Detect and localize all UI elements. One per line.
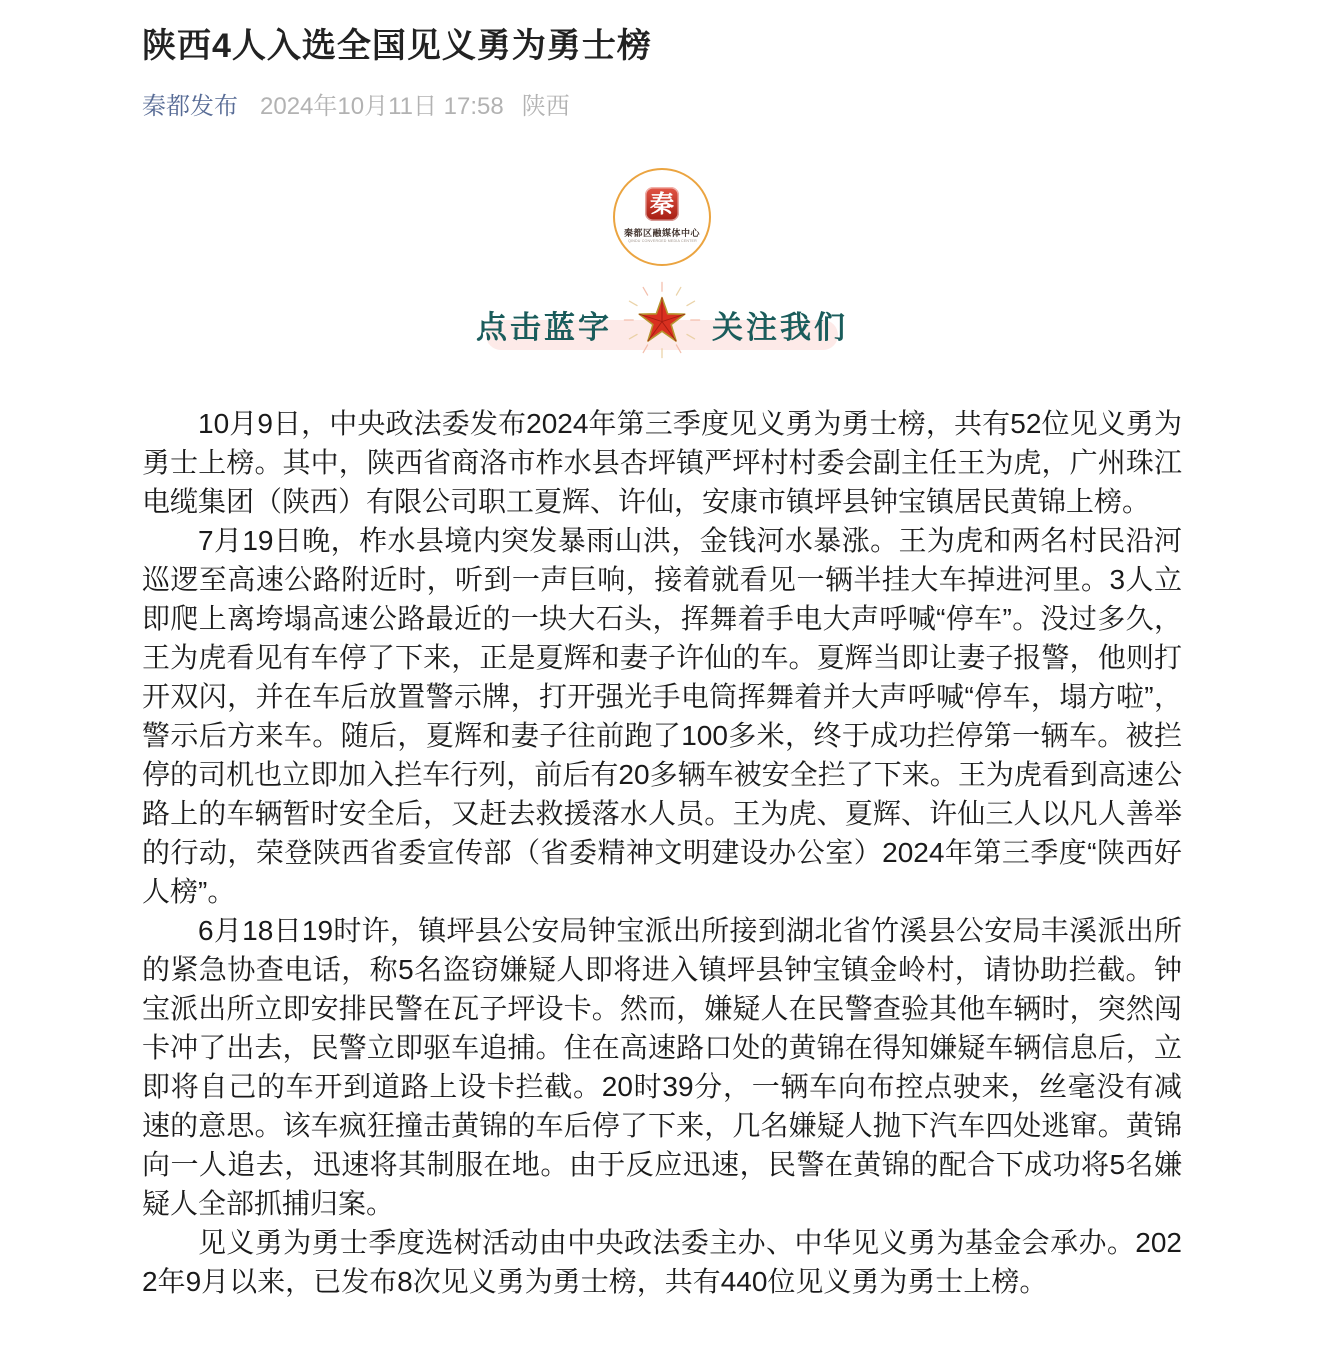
paragraph: 见义勇为勇士季度选树活动由中央政法委主办、中华见义勇为基金会承办。2022年9月以来，已发布8次见义勇为勇士榜，共有440位见义勇为勇士上榜。 — [142, 1227, 1182, 1297]
account-logo — [142, 168, 1182, 266]
red-star-burst-icon — [622, 280, 702, 360]
banner-right-label: 关注我们 — [712, 310, 848, 345]
page-title: 陕西4人入选全国见义勇为勇士榜 — [142, 27, 652, 65]
paragraph: 6月18日19时许，镇坪县公安局钟宝派出所接到湖北省竹溪县公安局丰溪派出所的紧急协查电话，称5名盗窃嫌疑人即将进入镇坪县钟宝镇金岭村，请协助拦截。钟宝派出所立即安排民警在瓦子坪设卡。然而，嫌疑人在民警查验其他车辆时，突然闯卡冲了出去，民警立即驱车追捕。住在高速路口处的黄锦在得知嫌疑车辆信息后，立即将自己的车开到道路上设卡拦截。20时39分，一辆车向布控点驶来，丝毫没有减速的意思。该车疯狂撞击黄锦的车后停了下来，几名嫌疑人抛下汽车四处逃窜。黄锦向一人追去，迅速将其制服在地。由于反应迅速，民警在黄锦的配合下成功将5名嫌疑人全部抓捕归案。 — [142, 915, 1182, 1219]
banner-left-label: 点击蓝字 — [476, 310, 612, 345]
account-logo-subtitle: QINDU CONVERGED MEDIA CENTER — [627, 238, 697, 243]
paragraph: 10月9日，中央政法委发布2024年第三季度见义勇为勇士榜，共有52位见义勇为勇士上榜。其中，陕西省商洛市柞水县杏坪镇严坪村村委会副主任王为虎，广州珠江电缆集团（陕西）有限公司职工夏辉、许仙，安康市镇坪县钟宝镇居民黄锦上榜。 — [142, 408, 1182, 517]
follow-banner — [476, 280, 848, 360]
account-logo-name: 秦都区融媒体中心 — [623, 227, 700, 238]
article-meta — [142, 92, 1182, 122]
banner-row — [476, 280, 848, 360]
publish-location: 陕西 — [521, 93, 570, 120]
account-logo-circle — [613, 168, 711, 266]
paragraph: 7月19日晚，柞水县境内突发暴雨山洪，金钱河水暴涨。王为虎和两名村民沿河巡逻至高速公路附近时，听到一声巨响，接着就看见一辆半挂大车掉进河里。3人立即爬上离垮塌高速公路最近的一块大石头，挥舞着手电大声呼喊“停车”。没过多久，王为虎看见有车停了下来，正是夏辉和妻子许仙的车。夏辉当即让妻子报警，他则打开双闪，并在车后放置警示牌，打开强光手电筒挥舞着并大声呼喊“停车，塌方啦”，警示后方来车。随后，夏辉和妻子往前跑了100多米，终于成功拦停第一辆车。被拦停的司机也立即加入拦车行列，前后有20多辆车被安全拦了下来。王为虎看到高速公路上的车辆暂时安全后，又赶去救援落水人员。王为虎、夏辉、许仙三人以凡人善举的行动，荣登陕西省委宣传部（省委精神文明建设办公室）2024年第三季度“陕西好人榜”。 — [142, 525, 1182, 907]
article-body — [142, 404, 1182, 1301]
publish-datetime: 2024年10月11日 17:58 — [260, 93, 504, 120]
author-link[interactable]: 秦都发布 — [142, 93, 238, 120]
seal-icon: 秦 — [645, 187, 679, 221]
